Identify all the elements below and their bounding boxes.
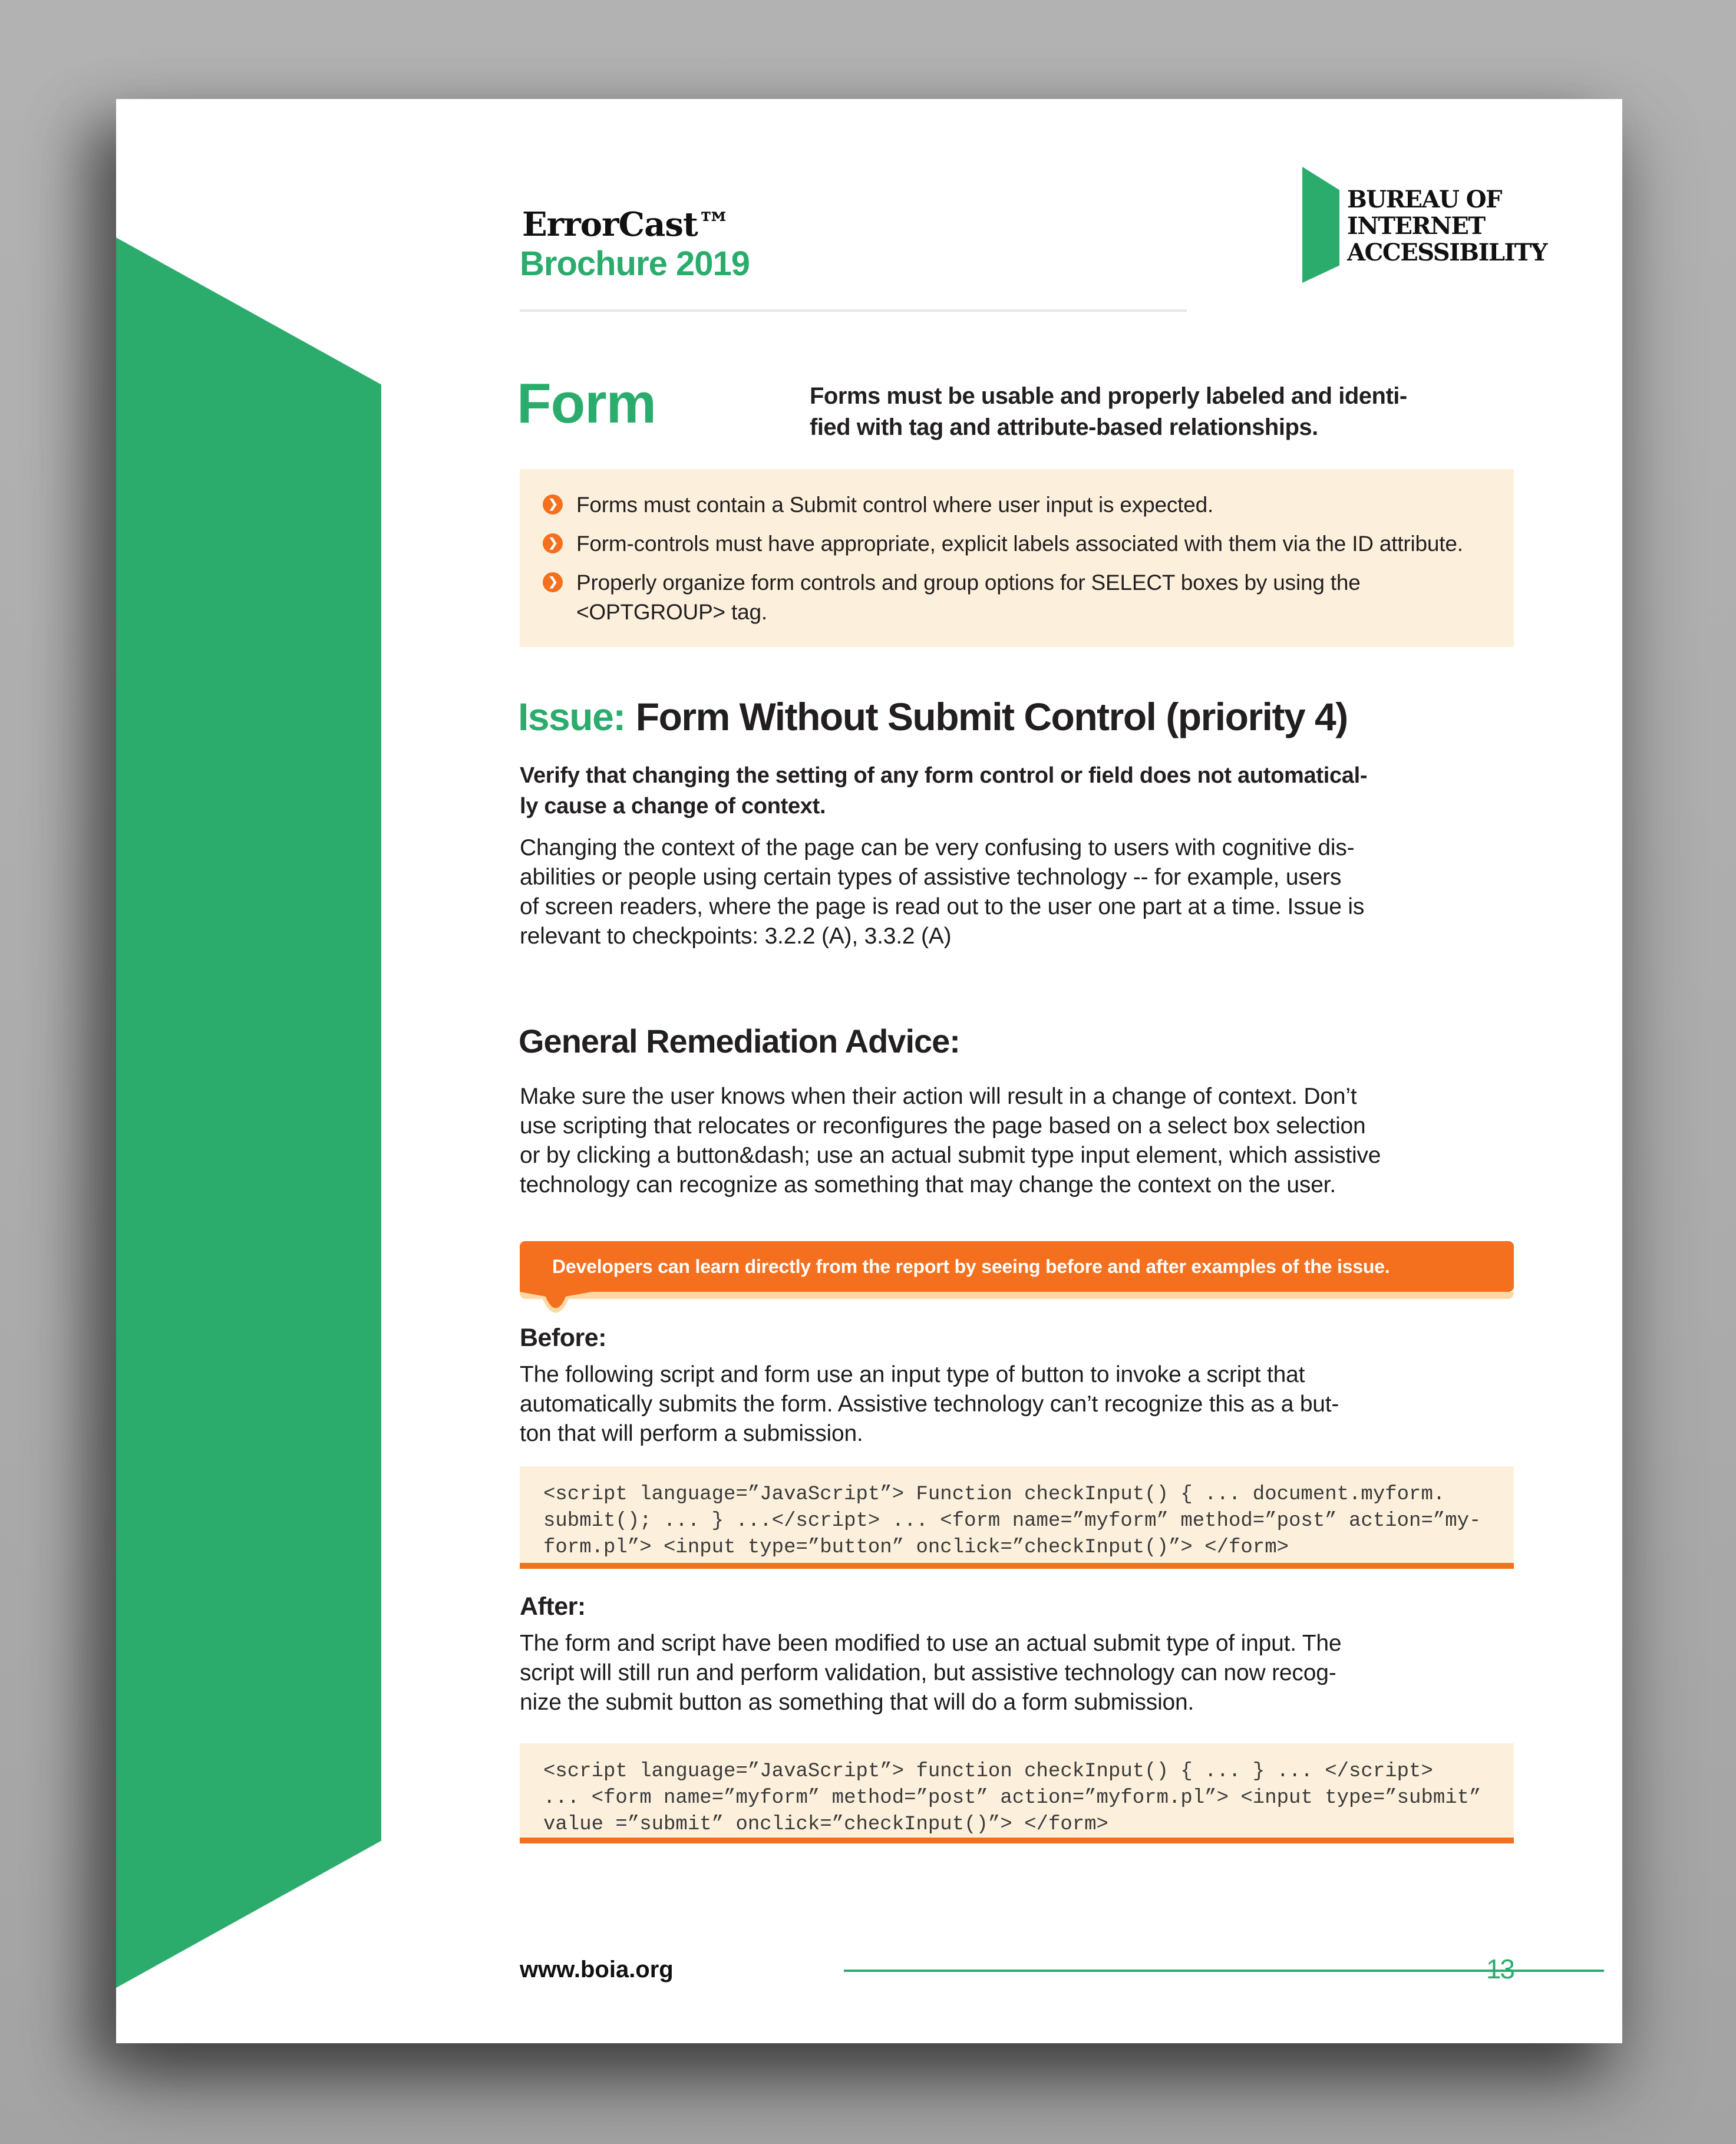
checklist-item-text: Forms must contain a Submit control where user input is expected.	[576, 493, 1214, 517]
callout-banner-shadow-strip	[520, 1292, 1514, 1299]
after-description	[520, 1629, 1341, 1717]
list-item	[543, 529, 1487, 559]
lead-line: Forms must be usable and properly labeled and identi-	[810, 383, 1407, 409]
text-line: relevant to checkpoints: 3.2.2 (A), 3.3.2 (A)	[520, 923, 952, 949]
text-line: abilities or people using certain types of assistive technology -- for example, users	[520, 865, 1342, 890]
logo-line: ACCESSIBILITY	[1347, 239, 1547, 266]
chevron-right-icon	[543, 533, 563, 553]
developers-callout-banner	[520, 1241, 1514, 1292]
logo-flag-icon	[1302, 167, 1339, 283]
text-line: The form and script have been modified to use an actual submit type of input. The	[520, 1631, 1342, 1656]
issue-subheading	[520, 760, 1367, 822]
brand-subtitle: Brochure 2019	[520, 245, 750, 283]
brand-title: ErrorCast™	[522, 205, 730, 244]
text-line: nize the submit button as something that will do a form submission.	[520, 1690, 1194, 1715]
text-line: ly cause a change of context.	[520, 794, 826, 819]
checklist-item-text: Form-controls must have appropriate, explicit labels associated with them via the ID attribute.	[576, 532, 1463, 556]
text-line: Changing the context of the page can be very confusing to users with cognitive dis-	[520, 835, 1355, 860]
text-line: technology can recognize as something that may change the context on the user.	[520, 1172, 1336, 1198]
remediation-heading: General Remediation Advice:	[519, 1022, 960, 1060]
text-line: The following script and form use an input type of button to invoke a script that	[520, 1362, 1305, 1387]
list-item	[543, 568, 1487, 627]
callout-text: Developers can learn directly from the report by seeing before and after examples of the issue.	[552, 1256, 1390, 1277]
code-line: <script language=”JavaScript”> function checkInput() { ... } ... </script>	[543, 1760, 1433, 1783]
code-line: <script language=”JavaScript”> Function checkInput() { ... document.myform.	[543, 1483, 1445, 1506]
text-line: Verify that changing the setting of any form control or field does not automatical-	[520, 763, 1368, 788]
logo-line: BUREAU OF	[1347, 186, 1502, 213]
green-ribbon-decoration	[116, 238, 381, 1988]
chevron-right-icon	[543, 494, 563, 514]
issue-label: Issue:	[518, 695, 625, 738]
logo-line: INTERNET	[1347, 212, 1485, 240]
section-lead	[810, 381, 1407, 443]
text-line: ton that will perform a submission.	[520, 1421, 863, 1446]
code-line: ... <form name=”myform” method=”post” action=”myform.pl”> <input type=”submit”	[543, 1787, 1481, 1809]
bureau-of-internet-accessibility-logo	[1302, 165, 1632, 289]
lead-line: fied with tag and attribute-based relationships.	[810, 414, 1318, 440]
header-divider	[520, 309, 1187, 312]
page-title: Form	[517, 372, 656, 435]
page-number: 13	[1486, 1954, 1514, 1984]
after-label: After:	[520, 1592, 586, 1621]
logo-wordmark	[1347, 186, 1547, 266]
remediation-description	[520, 1082, 1381, 1200]
chevron-right-icon	[543, 572, 563, 592]
before-code-block	[520, 1466, 1514, 1569]
after-code-block	[520, 1743, 1514, 1843]
before-description	[520, 1360, 1339, 1449]
list-item	[543, 490, 1487, 520]
issue-heading	[518, 694, 1348, 739]
code-line: form.pl”> <input type=”button” onclick=”checkInput()”> </form>	[543, 1536, 1289, 1559]
code-line: submit(); ... } ...</script> ... <form name=”myform” method=”post” action=”my-	[543, 1510, 1481, 1532]
footer-website-link[interactable]: www.boia.org	[520, 1957, 674, 1983]
issue-title: Form Without Submit Control (priority 4)	[635, 695, 1348, 738]
text-line: of screen readers, where the page is read out to the user one part at a time. Issue is	[520, 894, 1365, 919]
text-line: script will still run and perform validation, but assistive technology can now recog-	[520, 1660, 1336, 1685]
code-line: value =”submit” onclick=”checkInput()”> </form>	[543, 1813, 1108, 1836]
callout-tail-icon	[520, 1292, 596, 1319]
text-line: automatically submits the form. Assistive technology can’t recognize this as a but-	[520, 1391, 1339, 1417]
brochure-page	[116, 99, 1622, 2043]
text-line: use scripting that relocates or reconfigures the page based on a select box selection	[520, 1113, 1366, 1139]
requirements-callout-box	[520, 469, 1514, 647]
issue-description	[520, 833, 1364, 951]
checklist-item-text: Properly organize form controls and group options for SELECT boxes by using the <OPTGROUP> tag.	[576, 570, 1361, 624]
text-line: Make sure the user knows when their action will result in a change of context. Don’t	[520, 1084, 1357, 1109]
before-label: Before:	[520, 1324, 607, 1352]
text-line: or by clicking a button&dash; use an actual submit type input element, which assistive	[520, 1143, 1381, 1168]
